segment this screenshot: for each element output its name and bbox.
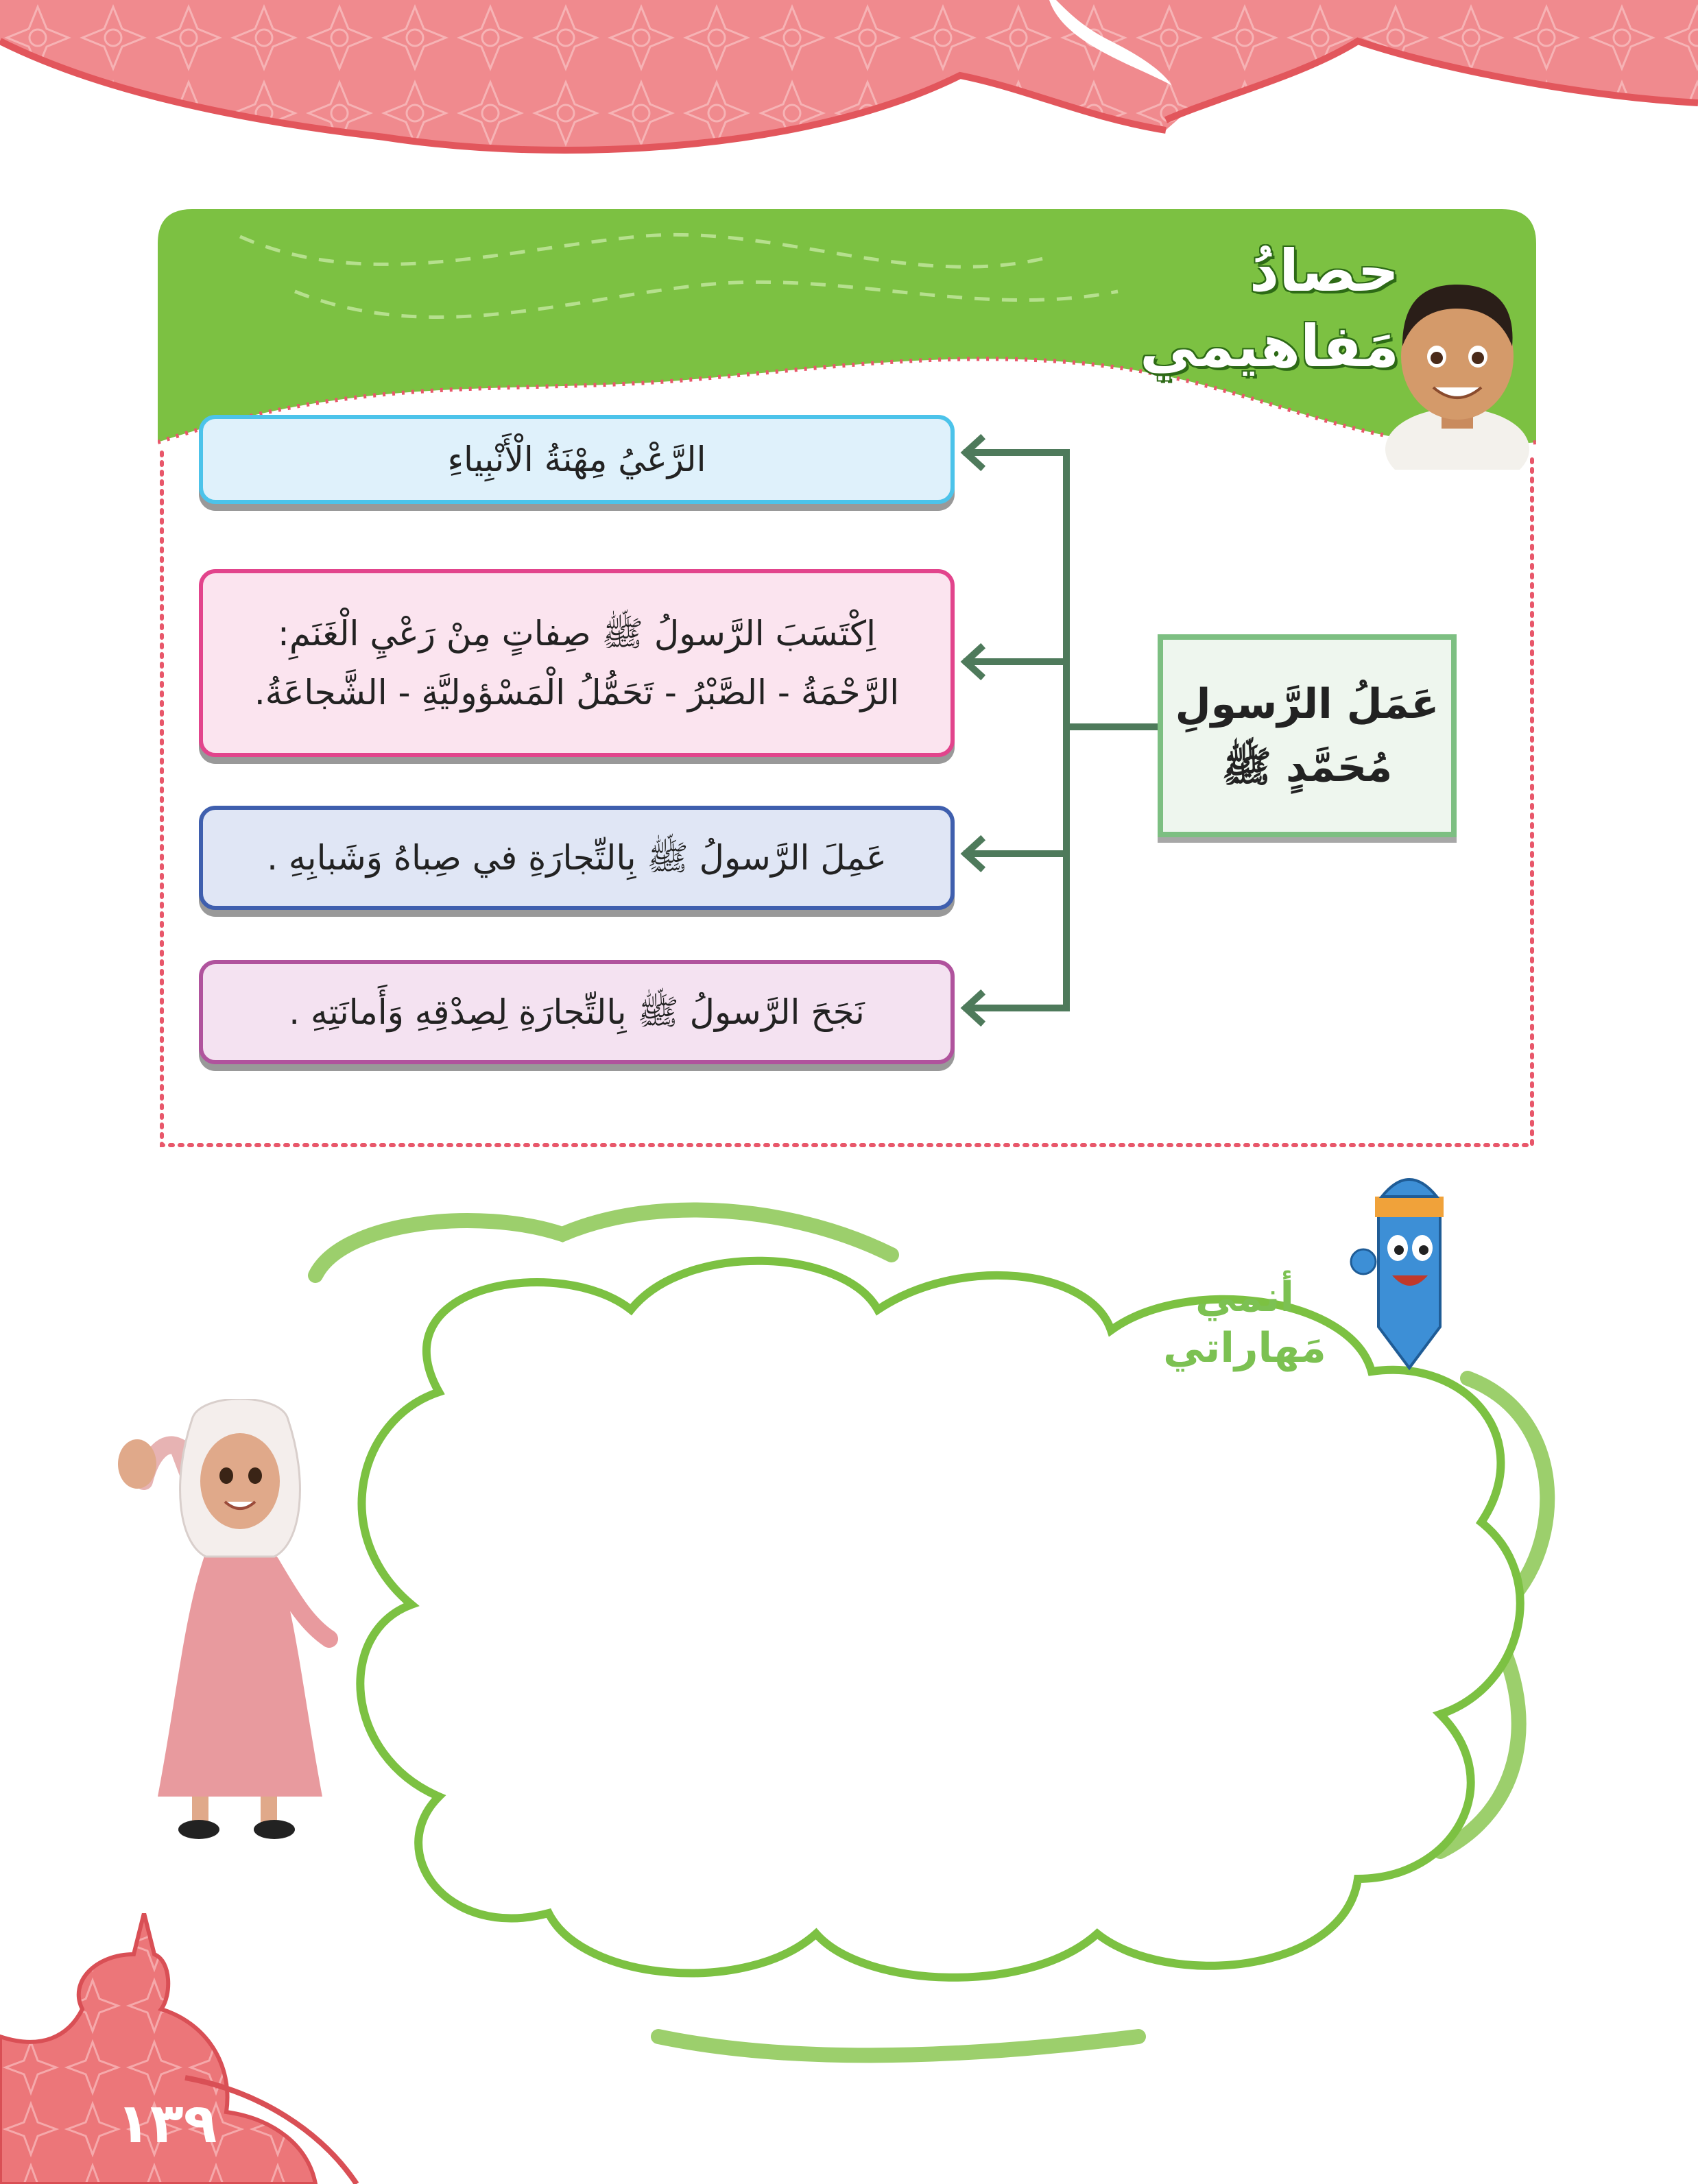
header-pattern-band [0, 0, 1698, 178]
skills-title-line1: أنمي [1195, 1273, 1295, 1321]
concept-box-traits [199, 569, 955, 757]
concept-text: عَمِلَ الرَّسولُ ﷺ بِالتِّجارَةِ في صِباهُ وَشَبابِهِ . [267, 838, 887, 878]
concept-box-trade-success [199, 960, 955, 1064]
page-number: ١٣٩ [117, 2091, 217, 2155]
concept-text-line1: اِكْتَسَبَ الرَّسولُ ﷺ صِفاتٍ مِنْ رَعْيِ الْغَنَمِ: [277, 614, 876, 653]
concept-connectors [946, 425, 1166, 1029]
central-concept-box [1158, 634, 1457, 837]
concept-text-line2: الرَّحْمَةُ - الصَّبْرُ - تَحَمُّلُ الْمَسْؤوليَّةِ - الشَّجاعَةُ. [254, 673, 900, 712]
central-concept-line1: عَمَلُ الرَّسولِ [1175, 680, 1439, 728]
concept-box-trade-youth [199, 806, 955, 910]
section-title-line1: حصادُ [1249, 237, 1399, 304]
concept-box-prophets [199, 415, 955, 504]
pencil-mascot [1344, 1169, 1468, 1375]
concept-text: الرَّعْيُ مِهْنَةُ الْأَنْبِياءِ [447, 440, 706, 479]
concept-text: نَجَحَ الرَّسولُ ﷺ بِالتِّجارَةِ لِصِدْقِهِ وَأَمانَتِهِ . [289, 992, 865, 1032]
section-title-line2: مَفاهيمي [1140, 313, 1399, 380]
girl-illustration [103, 1399, 370, 1845]
central-concept-line2: مُحَمَّدٍ ﷺ [1221, 743, 1393, 791]
skills-title-line2: مَهاراتي [1163, 1324, 1326, 1372]
